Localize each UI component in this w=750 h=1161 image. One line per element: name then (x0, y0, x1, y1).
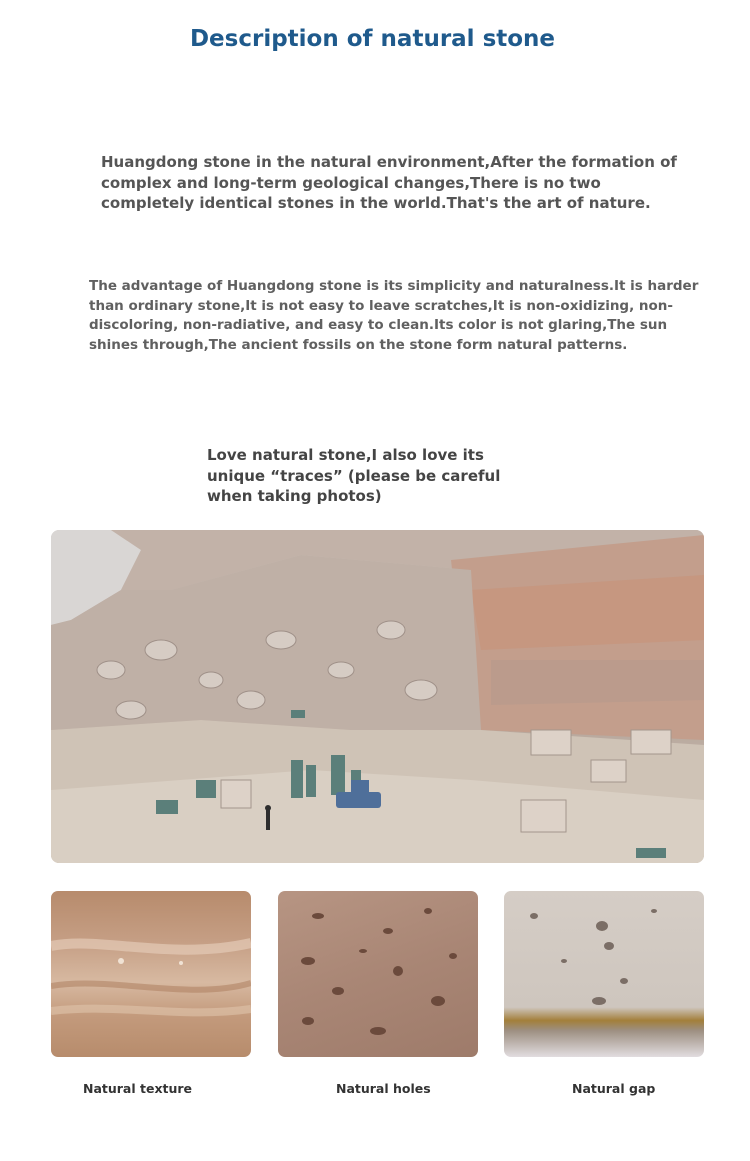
intro-paragraph: Huangdong stone in the natural environment,After the formation of complex and long-term geological changes,There is no two completely identical stones in the world.That's the art of nature. (101, 153, 677, 212)
advantage-paragraph: The advantage of Huangdong stone is its simplicity and naturalness.It is harder than ordinary stone,It is not easy to leave scratches,It is non-oxidizing, non-discoloring, non-radiative, and easy to clean.Its color is not glaring,The sun shines through,The ancient fossils on the stone form natural patterns. (89, 278, 699, 353)
caption-texture: Natural texture (83, 1081, 193, 1096)
holes-photo (278, 891, 478, 1057)
texture-photo (51, 891, 251, 1057)
gap-photo (504, 891, 704, 1057)
traces-paragraph: Love natural stone,I also love its unique “traces” (please be careful when taking photos) (207, 446, 501, 505)
quarry-photo (51, 530, 704, 863)
page-title: Description of natural stone (189, 26, 556, 52)
caption-holes: Natural holes (336, 1081, 431, 1096)
caption-gap: Natural gap (572, 1081, 656, 1096)
